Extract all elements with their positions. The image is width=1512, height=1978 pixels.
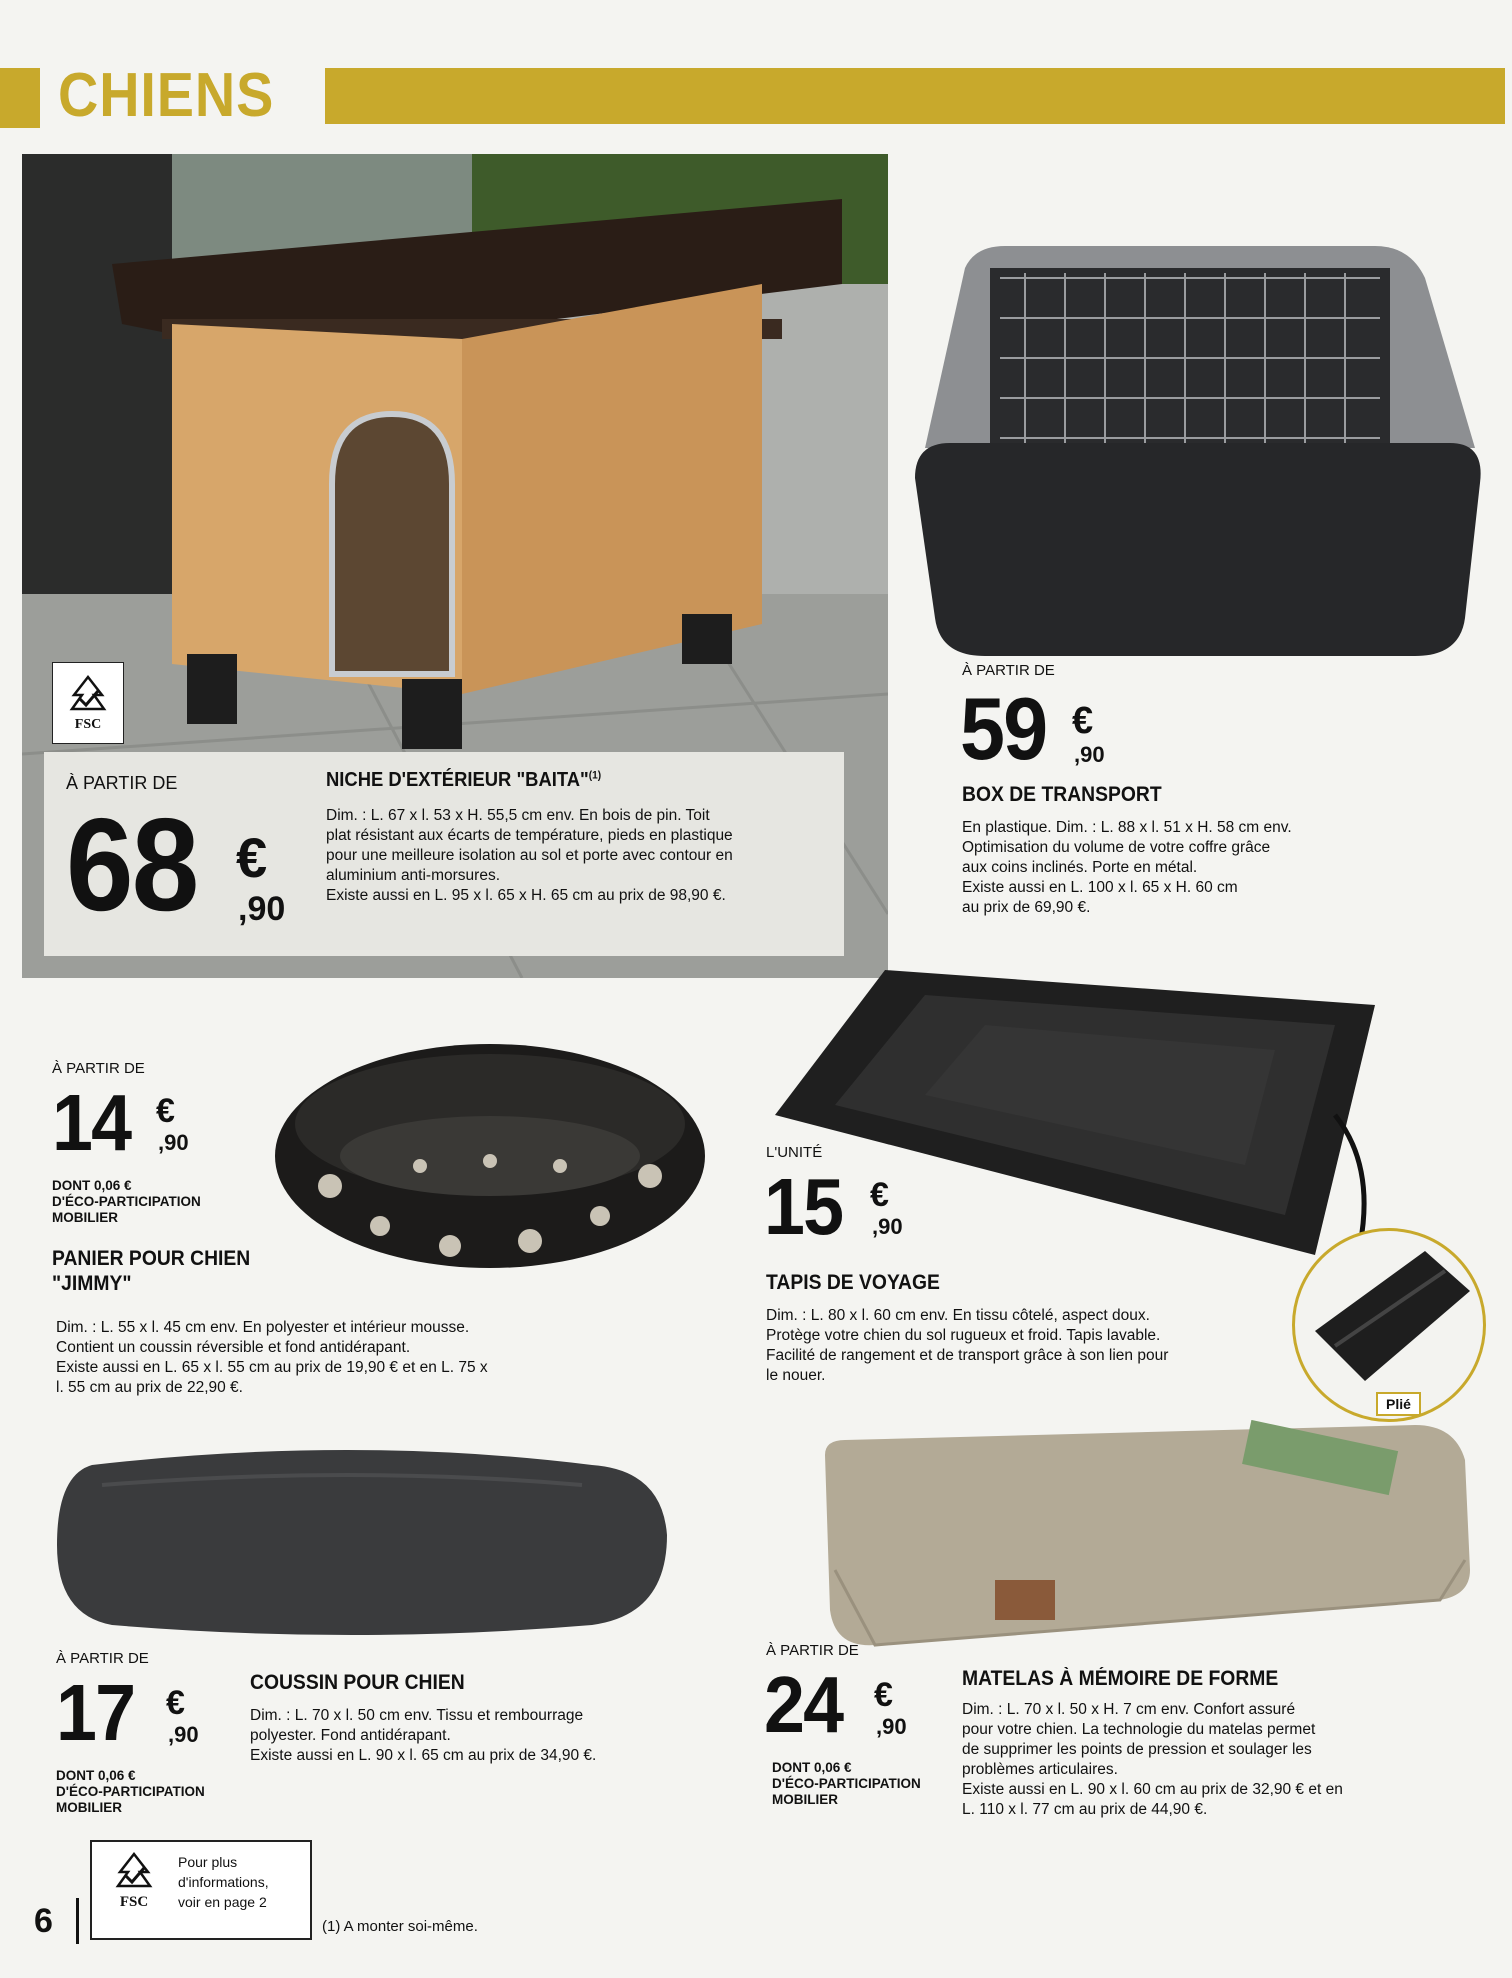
coussin-eco-participation bbox=[56, 1768, 205, 1816]
panier-photo bbox=[270, 1036, 710, 1274]
niche-price-cents: ,90 bbox=[238, 890, 286, 928]
panier-price-int: 14 bbox=[52, 1078, 131, 1167]
tapis-folded-label: Plié bbox=[1376, 1392, 1421, 1416]
tree-check-icon bbox=[66, 673, 110, 717]
eco-line: DONT 0,06 € bbox=[52, 1178, 132, 1193]
panier-from-label: À PARTIR DE bbox=[52, 1060, 145, 1077]
desc-line: Dim. : L. 70 x l. 50 x H. 7 cm env. Confort assuré bbox=[962, 1701, 1296, 1718]
eco-line: D'ÉCO-PARTICIPATION bbox=[56, 1784, 205, 1799]
niche-price-currency: € bbox=[236, 826, 268, 889]
panier-description bbox=[56, 1318, 616, 1398]
section-title: CHIENS bbox=[58, 61, 275, 130]
eco-line: DONT 0,06 € bbox=[772, 1760, 852, 1775]
desc-line: aux coins inclinés. Porte en métal. bbox=[962, 859, 1198, 876]
desc-line: Protège votre chien du sol rugueux et froid. Tapis lavable. bbox=[766, 1327, 1161, 1344]
eco-line: DONT 0,06 € bbox=[56, 1768, 136, 1783]
tapis-price-cents: ,90 bbox=[872, 1214, 903, 1239]
desc-line: l. 55 cm au prix de 22,90 €. bbox=[56, 1379, 243, 1396]
box-price-cents: ,90 bbox=[1074, 742, 1105, 767]
matelas-price-currency: € bbox=[874, 1676, 893, 1714]
niche-description bbox=[326, 806, 846, 906]
eco-line: D'ÉCO-PARTICIPATION bbox=[52, 1194, 201, 1209]
tapis-price-int: 15 bbox=[764, 1162, 843, 1251]
fsc-logo bbox=[52, 662, 124, 744]
desc-line: En plastique. Dim. : L. 88 x l. 51 x H. 58 cm env. bbox=[962, 819, 1292, 836]
desc-line: Existe aussi en L. 90 x l. 65 cm au prix de 34,90 €. bbox=[250, 1747, 597, 1764]
eco-line: MOBILIER bbox=[52, 1210, 118, 1225]
niche-price bbox=[66, 791, 306, 945]
tapis-title: TAPIS DE VOYAGE bbox=[766, 1271, 940, 1294]
box-title: BOX DE TRANSPORT bbox=[962, 783, 1162, 806]
desc-line: pour votre chien. La technologie du matelas permet bbox=[962, 1721, 1316, 1738]
matelas-price-int: 24 bbox=[764, 1660, 843, 1749]
panier-price bbox=[52, 1080, 212, 1170]
tapis-unit-label: L'UNITÉ bbox=[766, 1144, 823, 1161]
coussin-photo bbox=[52, 1445, 672, 1635]
panier-title bbox=[52, 1246, 250, 1296]
desc-line: le nouer. bbox=[766, 1367, 826, 1384]
matelas-from-label: À PARTIR DE bbox=[766, 1642, 859, 1659]
footnote: (1) A monter soi-même. bbox=[322, 1918, 478, 1935]
niche-title-note: (1) bbox=[588, 769, 602, 782]
fsc-info-line: Pour plus bbox=[178, 1854, 238, 1870]
eco-line: MOBILIER bbox=[772, 1792, 838, 1807]
box-from-label: À PARTIR DE bbox=[962, 662, 1055, 679]
desc-line: Optimisation du volume de votre coffre grâce bbox=[962, 839, 1271, 856]
desc-line: Dim. : L. 67 x l. 53 x H. 55,5 cm env. En bois de pin. Toit bbox=[326, 807, 710, 824]
fsc-info-text bbox=[178, 1852, 269, 1912]
title-line: "JIMMY" bbox=[52, 1272, 132, 1296]
box-price-currency: € bbox=[1072, 700, 1094, 742]
page-number-divider bbox=[76, 1898, 79, 1944]
header-accent-bar-right bbox=[325, 68, 1505, 124]
desc-line: L. 110 x l. 77 cm au prix de 44,90 €. bbox=[962, 1801, 1208, 1818]
niche-price-int: 68 bbox=[66, 791, 198, 938]
box-photo bbox=[905, 238, 1490, 658]
niche-from-label: À PARTIR DE bbox=[66, 773, 178, 793]
matelas-price-cents: ,90 bbox=[876, 1714, 907, 1739]
box-price-int: 59 bbox=[960, 679, 1047, 778]
coussin-price-int: 17 bbox=[56, 1668, 135, 1757]
matelas-price bbox=[764, 1662, 934, 1752]
niche-title-text: NICHE D'EXTÉRIEUR "BAITA" bbox=[326, 769, 589, 791]
fsc-info-line: voir en page 2 bbox=[178, 1894, 267, 1910]
desc-line: Existe aussi en L. 65 x l. 55 cm au prix de 19,90 € et en L. 75 x bbox=[56, 1359, 488, 1376]
panier-price-cents: ,90 bbox=[158, 1130, 189, 1155]
coussin-price bbox=[56, 1670, 216, 1760]
fsc-info-line: d'informations, bbox=[178, 1874, 269, 1890]
matelas-title: MATELAS À MÉMOIRE DE FORME bbox=[962, 1667, 1279, 1690]
panier-eco-participation bbox=[52, 1178, 201, 1226]
coussin-description bbox=[250, 1706, 690, 1766]
panier-price-currency: € bbox=[156, 1092, 175, 1130]
footer-fsc-label: FSC bbox=[119, 1894, 149, 1910]
tapis-price-currency: € bbox=[870, 1176, 889, 1214]
coussin-price-cents: ,90 bbox=[168, 1722, 199, 1747]
matelas-description bbox=[962, 1700, 1442, 1820]
eco-line: D'ÉCO-PARTICIPATION bbox=[772, 1776, 921, 1791]
box-description bbox=[962, 818, 1402, 918]
eco-line: MOBILIER bbox=[56, 1800, 122, 1815]
desc-line: au prix de 69,90 €. bbox=[962, 899, 1091, 916]
desc-line: de supprimer les points de pression et soulager les bbox=[962, 1741, 1312, 1758]
desc-line: aluminium anti-morsures. bbox=[326, 867, 500, 884]
tree-check-icon bbox=[112, 1850, 156, 1894]
desc-line: pour une meilleure isolation au sol et porte avec contour en bbox=[326, 847, 733, 864]
desc-line: Existe aussi en L. 95 x l. 65 x H. 65 cm au prix de 98,90 €. bbox=[326, 887, 726, 904]
matelas-photo bbox=[815, 1420, 1475, 1650]
coussin-title: COUSSIN POUR CHIEN bbox=[250, 1671, 465, 1694]
tapis-price bbox=[764, 1164, 934, 1254]
coussin-from-label: À PARTIR DE bbox=[56, 1650, 149, 1667]
tapis-description bbox=[766, 1306, 1286, 1386]
desc-line: Contient un coussin réversible et fond antidérapant. bbox=[56, 1339, 411, 1356]
niche-title bbox=[326, 768, 601, 792]
coussin-price-currency: € bbox=[166, 1684, 185, 1722]
fsc-label: FSC bbox=[74, 717, 102, 732]
desc-line: plat résistant aux écarts de température, pieds en plastique bbox=[326, 827, 733, 844]
desc-line: problèmes articulaires. bbox=[962, 1761, 1118, 1778]
desc-line: Existe aussi en L. 100 x l. 65 x H. 60 cm bbox=[962, 879, 1238, 896]
footer-fsc-logo bbox=[104, 1850, 164, 1928]
desc-line: polyester. Fond antidérapant. bbox=[250, 1727, 451, 1744]
desc-line: Dim. : L. 80 x l. 60 cm env. En tissu côtelé, aspect doux. bbox=[766, 1307, 1150, 1324]
title-line: PANIER POUR CHIEN bbox=[52, 1247, 251, 1270]
desc-line: Facilité de rangement et de transport grâce à son lien pour bbox=[766, 1347, 1169, 1364]
box-price bbox=[960, 679, 1140, 778]
desc-line: Existe aussi en L. 90 x l. 60 cm au prix de 32,90 € et en bbox=[962, 1781, 1343, 1798]
desc-line: Dim. : L. 55 x l. 45 cm env. En polyester et intérieur mousse. bbox=[56, 1319, 470, 1336]
header-accent-bar-left bbox=[0, 68, 40, 128]
matelas-eco-participation bbox=[772, 1760, 921, 1808]
desc-line: Dim. : L. 70 x l. 50 cm env. Tissu et rembourrage bbox=[250, 1707, 584, 1724]
page-number: 6 bbox=[34, 1902, 53, 1940]
